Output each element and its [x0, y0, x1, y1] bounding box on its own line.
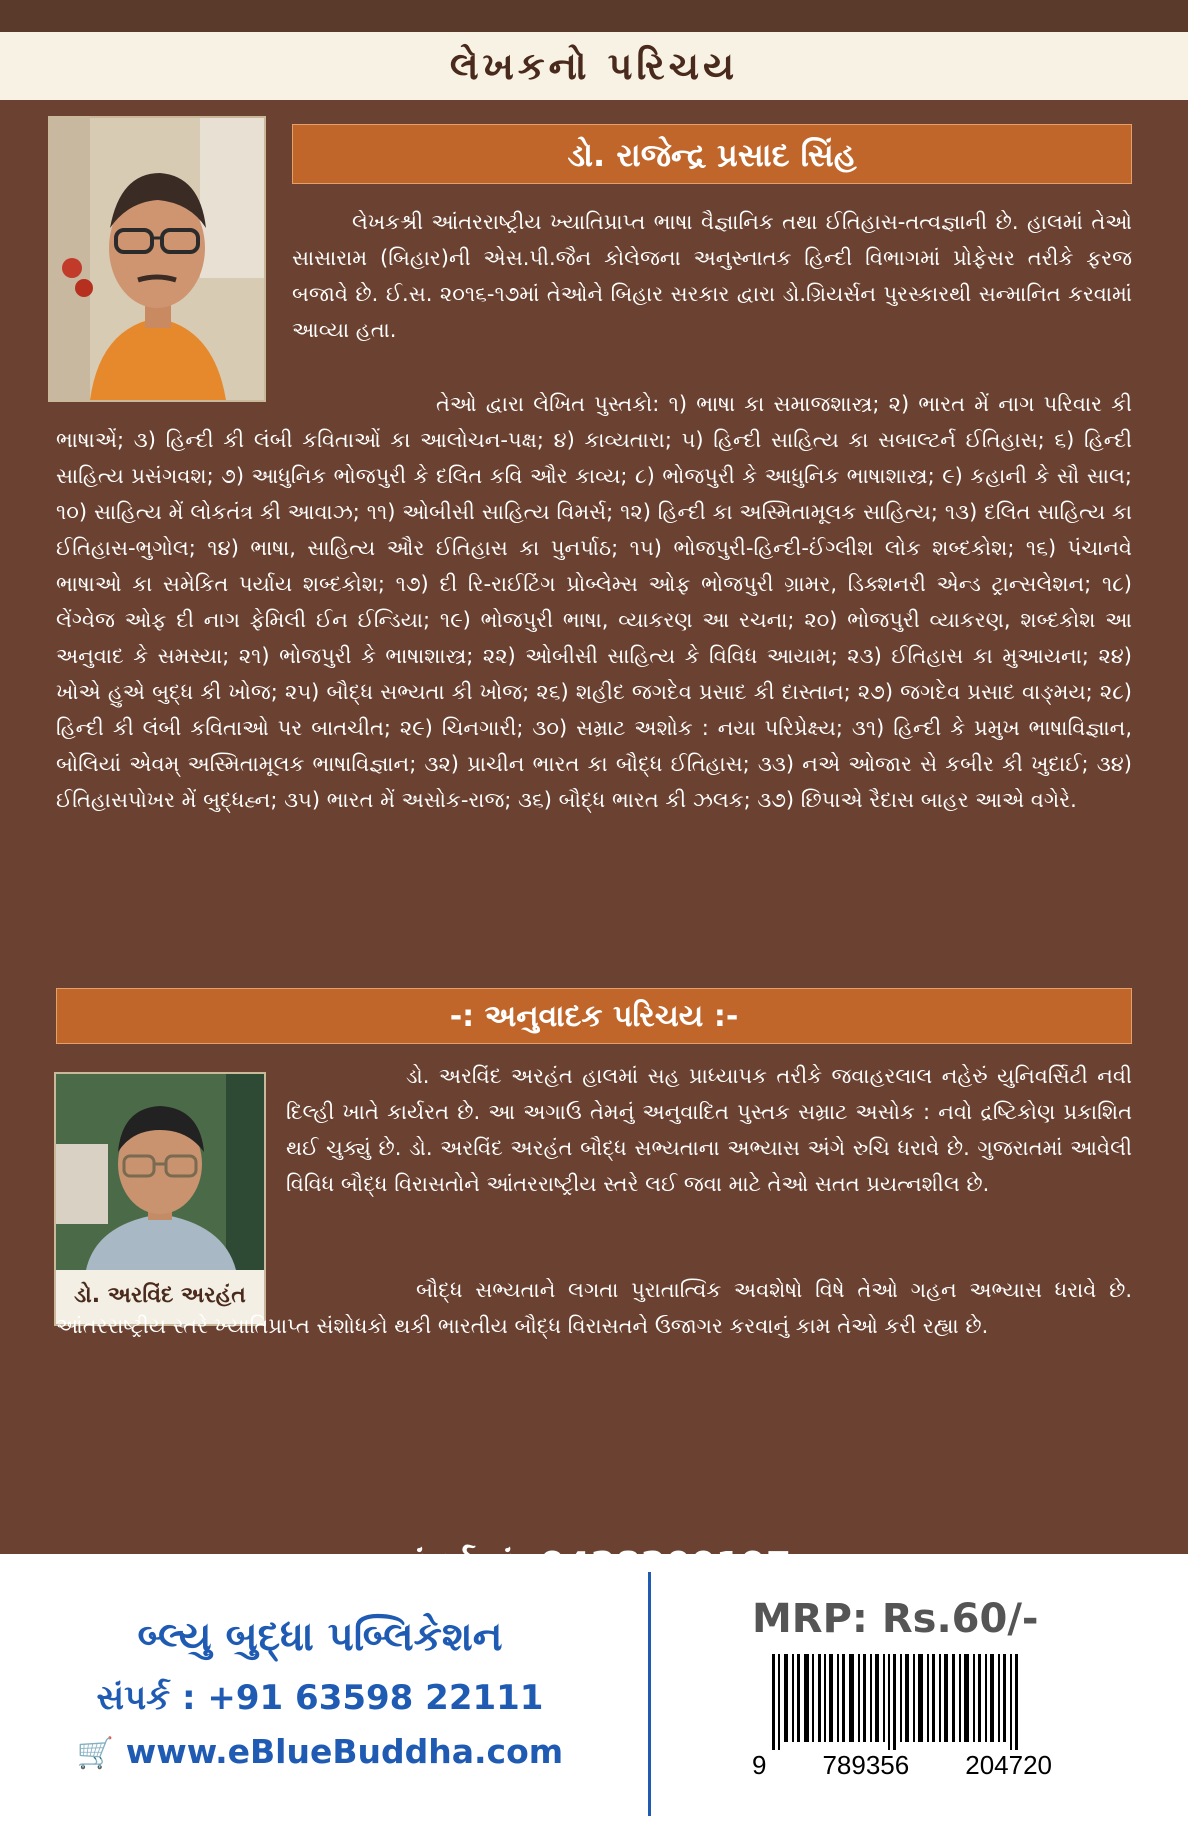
- author-photo: [48, 116, 266, 402]
- author-books-list: તેઓ દ્વારા લેખિત પુસ્તકો: ૧) ભાષા કા સમાજશાસ્ત્ર; ૨) ભારત મેં નાગ પરિવાર કી ભાષાએં; ૩) હિન્દી કી લંબી કવિતાઓં કા આલોચન-પક્ષ; ૪) કાવ્યતારા; ૫) હિન્દી સાહિત્ય કા સબાલ્ટર્ન ઈતિહાસ; ૬) હિન્દી સાહિત્ય પ્રસંગવશ; ૭) આધુનિક ભોજપુરી કે દલિત કવિ ઔર કાવ્ય; ૮) ભોજપુરી કે આધુનિક ભાષાશાસ્ત્ર; ૯) કહાની કે સૌ સાલ; ૧૦) સાહિત્ય મેં લોકતંત્ર કી આવાઝ; ૧૧) ઓબીસી સાહિત્ય વિમર્સ; ૧૨) હિન્દી કા અસ્મિતામૂલક સાહિત્ય; ૧૩) દલિત સાહિત્ય કા ઈતિહાસ-ભુગોલ; ૧૪) ભાષા, સાહિત્ય ઔર ઈતિહાસ કા પુનર્પાઠ; ૧૫) ભોજપુરી-હિન્દી-ઈંગ્લીશ લોક શબ્દકોશ; ૧૬) પંચાનવે ભાષાઓ કા સમેકિત પર્યાય શબ્દકોશ; ૧૭) દી રિ-રાઈટિંગ પ્રોબ્લેમ્સ ઓફ ભોજપુરી ગ્રામર, ડિક્શનરી એન્ડ ટ્રાન્સલેશન; ૧૮) લેંગ્વેજ ઓફ દી નાગ ફેમિલી ઈન ઈન્ડિયા; ૧૯) ભોજપુરી ભાષા, વ્યાકરણ આ રચના; ૨૦) ભોજપુરી વ્યાકરણ, શબ્દકોશ આ અનુવાદ કે સમસ્યા; ૨૧) ભોજપુરી કે ભાષાશાસ્ત્ર; ૨૨) ઓબીસી સાહિત્ય કે વિવિધ આયામ; ૨૩) ઈતિહાસ કા મુઆયના; ૨૪) ખોએ હુએ બુદ્ધ કી ખોજ; ૨૫) બૌદ્ધ સભ્યતા કી ખોજ; ૨૬) શહીદ જગદેવ પ્રસાદ કી દાસ્તાન; ૨૭) જગદેવ પ્રસાદ વાઙ્મય; ૨૮) હિન્દી કી લંબી કવિતાઓ પર બાતચીત; ૨૯) ચિનગારી; ૩૦) સમ્રાટ અશોક : નયા પરિપ્રેક્ષ્ય; ૩૧) હિન્દી કે પ્રમુખ ભાષાવિજ્ઞાન, બોલિયાં એવમ્ અસ્મિતામૂલક ભાષાવિજ્ઞાન; ૩૨) પ્રાચીન ભારત કા બૌદ્ધ ઈતિહાસ; ૩૩) નએ ઓજાર સે કબીર કી ખુદાઈ; ૩૪) ઈતિહાસપોખર મેં બુદ્ધહ્ન; ૩૫) ભારત મેં અસોક-રાજ; ૩૬) બૌદ્ધ ભારત કી ઝલક; ૩૭) છિપાએ રૈદાસ બાહર આએ વગેરે.: [56, 392, 1132, 812]
- isbn-group-1: 789356: [822, 1750, 910, 1780]
- isbn-group-2: 204720: [965, 1750, 1052, 1780]
- publisher-website-text: www.eBlueBuddha.com: [125, 1732, 564, 1771]
- publisher-name: બ્લ્યુ બુદ્ધા પબ્લિકેશન: [137, 1614, 503, 1660]
- author-bio: લેખકશ્રી આંતરરાષ્ટ્રીય ખ્યાતિપ્રાપ્ત ભાષા વૈજ્ઞાનિક તથા ઈતિહાસ-તત્વજ્ઞાની છે. હાલમાં તેઓ સાસારામ (બિહાર)ની એસ.પી.જૈન કોલેજના અનુસ્નાતક હિન્દી વિભાગમાં પ્રોફેસર તરીકે ફરજ બજાવે છે. ઈ.સ. ૨૦૧૬-૧૭માં તેઓને બિહાર સરકાર દ્વારા ડો.ગ્રિયર્સન પુરસ્કારથી સન્માનિત કરવામાં આવ્યા હતા.: [292, 210, 1132, 342]
- mrp-price: MRP: Rs.60/-: [752, 1596, 1039, 1642]
- isbn-barcode: [752, 1654, 1052, 1750]
- translator-bio-1: ડો. અરવિંદ અરહંત હાલમાં સહ પ્રાધ્યાપક તરીકે જવાહરલાલ નહેરું યુનિવર્સિટી નવી દિલ્હી ખાતે કાર્યરત છે. આ અગાઉ તેમનું અનુવાદિત પુસ્તક સમ્રાટ અસોક : નવો દ્રષ્ટિકોણ પ્રકાશિત થઈ ચુક્યું છે. ડો. અરવિંદ અરહંત બૌદ્ધ સભ્યતાના અભ્યાસ અંગે રુચિ ધરાવે છે. ગુજરાતમાં આવેલી વિવિધ બૌદ્ધ વિરાસતોને આંતરરાષ્ટ્રીય સ્તરે લઈ જવા માટે તેઓ સતત પ્રયત્નશીલ છે.: [286, 1064, 1132, 1196]
- page-title: લેખકનો પરિચય: [0, 32, 1188, 100]
- cart-icon: 🛒: [76, 1736, 115, 1771]
- footer-divider: [648, 1572, 651, 1816]
- publisher-website[interactable]: [40, 1732, 600, 1771]
- translator-bio-2: બૌદ્ધ સભ્યતાને લગતા પુરાતાત્વિક અવશેષો વિષે તેઓ ગહન અભ્યાસ ધરાવે છે. આંતરરાષ્ટ્રીય સ્તરે ખ્યાતિપ્રાપ્ત સંશોધકો થકી ભારતીય બૌદ્ધ વિરાસતને ઉજાગર કરવાનું કામ તેઓ કરી રહ્યા છે.: [56, 1278, 1132, 1338]
- author-name-banner: ડો. રાજેન્દ્ર પ્રસાદ સિંહ: [292, 124, 1132, 184]
- footer: [0, 1554, 1188, 1836]
- isbn-digits: [752, 1750, 1052, 1781]
- translator-banner: -: અનુવાદક પરિચય :-: [56, 988, 1132, 1044]
- top-strip: [0, 0, 1188, 32]
- publisher-phone: સંપર્ક : +91 63598 22111: [96, 1678, 544, 1718]
- translator-caption: ડો. અરવિંદ અરહંત: [74, 1283, 246, 1308]
- isbn-lead: 9: [752, 1750, 767, 1780]
- content-panel: [0, 100, 1188, 1554]
